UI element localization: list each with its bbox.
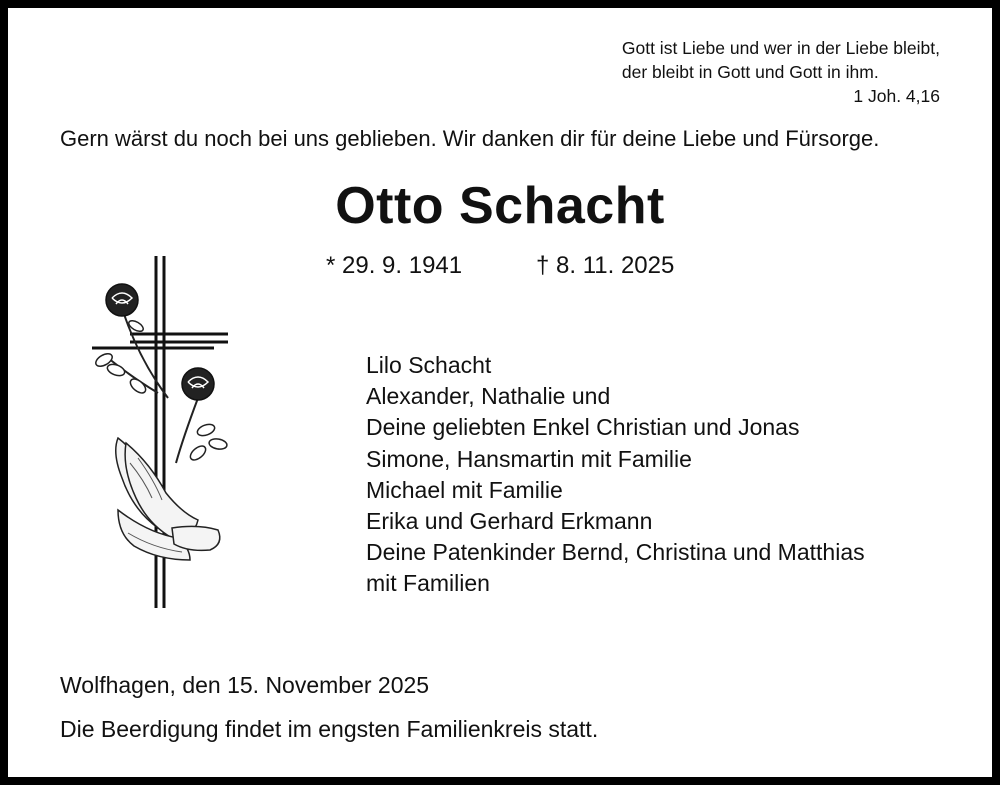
- cross-roses-praying-hands-icon: [78, 248, 238, 608]
- mourner-line: Alexander, Nathalie und: [366, 383, 611, 410]
- mourner-line: Lilo Schacht: [366, 352, 492, 378]
- birth-date: * 29. 9. 1941: [326, 252, 463, 279]
- mourners-list: [366, 350, 865, 600]
- deceased-name: Otto Schacht: [335, 177, 665, 235]
- mourner-line: Michael mit Familie: [366, 476, 563, 503]
- intro-text: Gern wärst du noch bei uns geblieben. Wir danken dir für deine Liebe und Fürsorge.: [60, 126, 880, 151]
- mourner-line: Erika und Gerhard Erkmann: [366, 508, 653, 535]
- mourner-line: Simone, Hansmartin mit Familie: [366, 445, 692, 472]
- obituary-notice: [8, 8, 992, 777]
- verse-line-1: Gott ist Liebe und wer in der Liebe bleibt,: [621, 38, 940, 58]
- funeral-note: Die Beerdigung findet im engsten Familienkreis statt.: [60, 716, 599, 742]
- mourner-line: Deine geliebten Enkel Christian und Jonas: [366, 414, 800, 441]
- verse-line-2: der bleibt in Gott und Gott in ihm.: [621, 62, 879, 82]
- mourner-line: mit Familien: [366, 570, 490, 597]
- death-date: † 8. 11. 2025: [536, 252, 675, 279]
- place-and-date: Wolfhagen, den 15. November 2025: [60, 672, 430, 698]
- mourner-line: Deine Patenkinder Bernd, Christina und Matthias: [366, 539, 865, 566]
- verse-reference: 1 Joh. 4,16: [853, 86, 940, 106]
- bible-verse: [622, 36, 940, 108]
